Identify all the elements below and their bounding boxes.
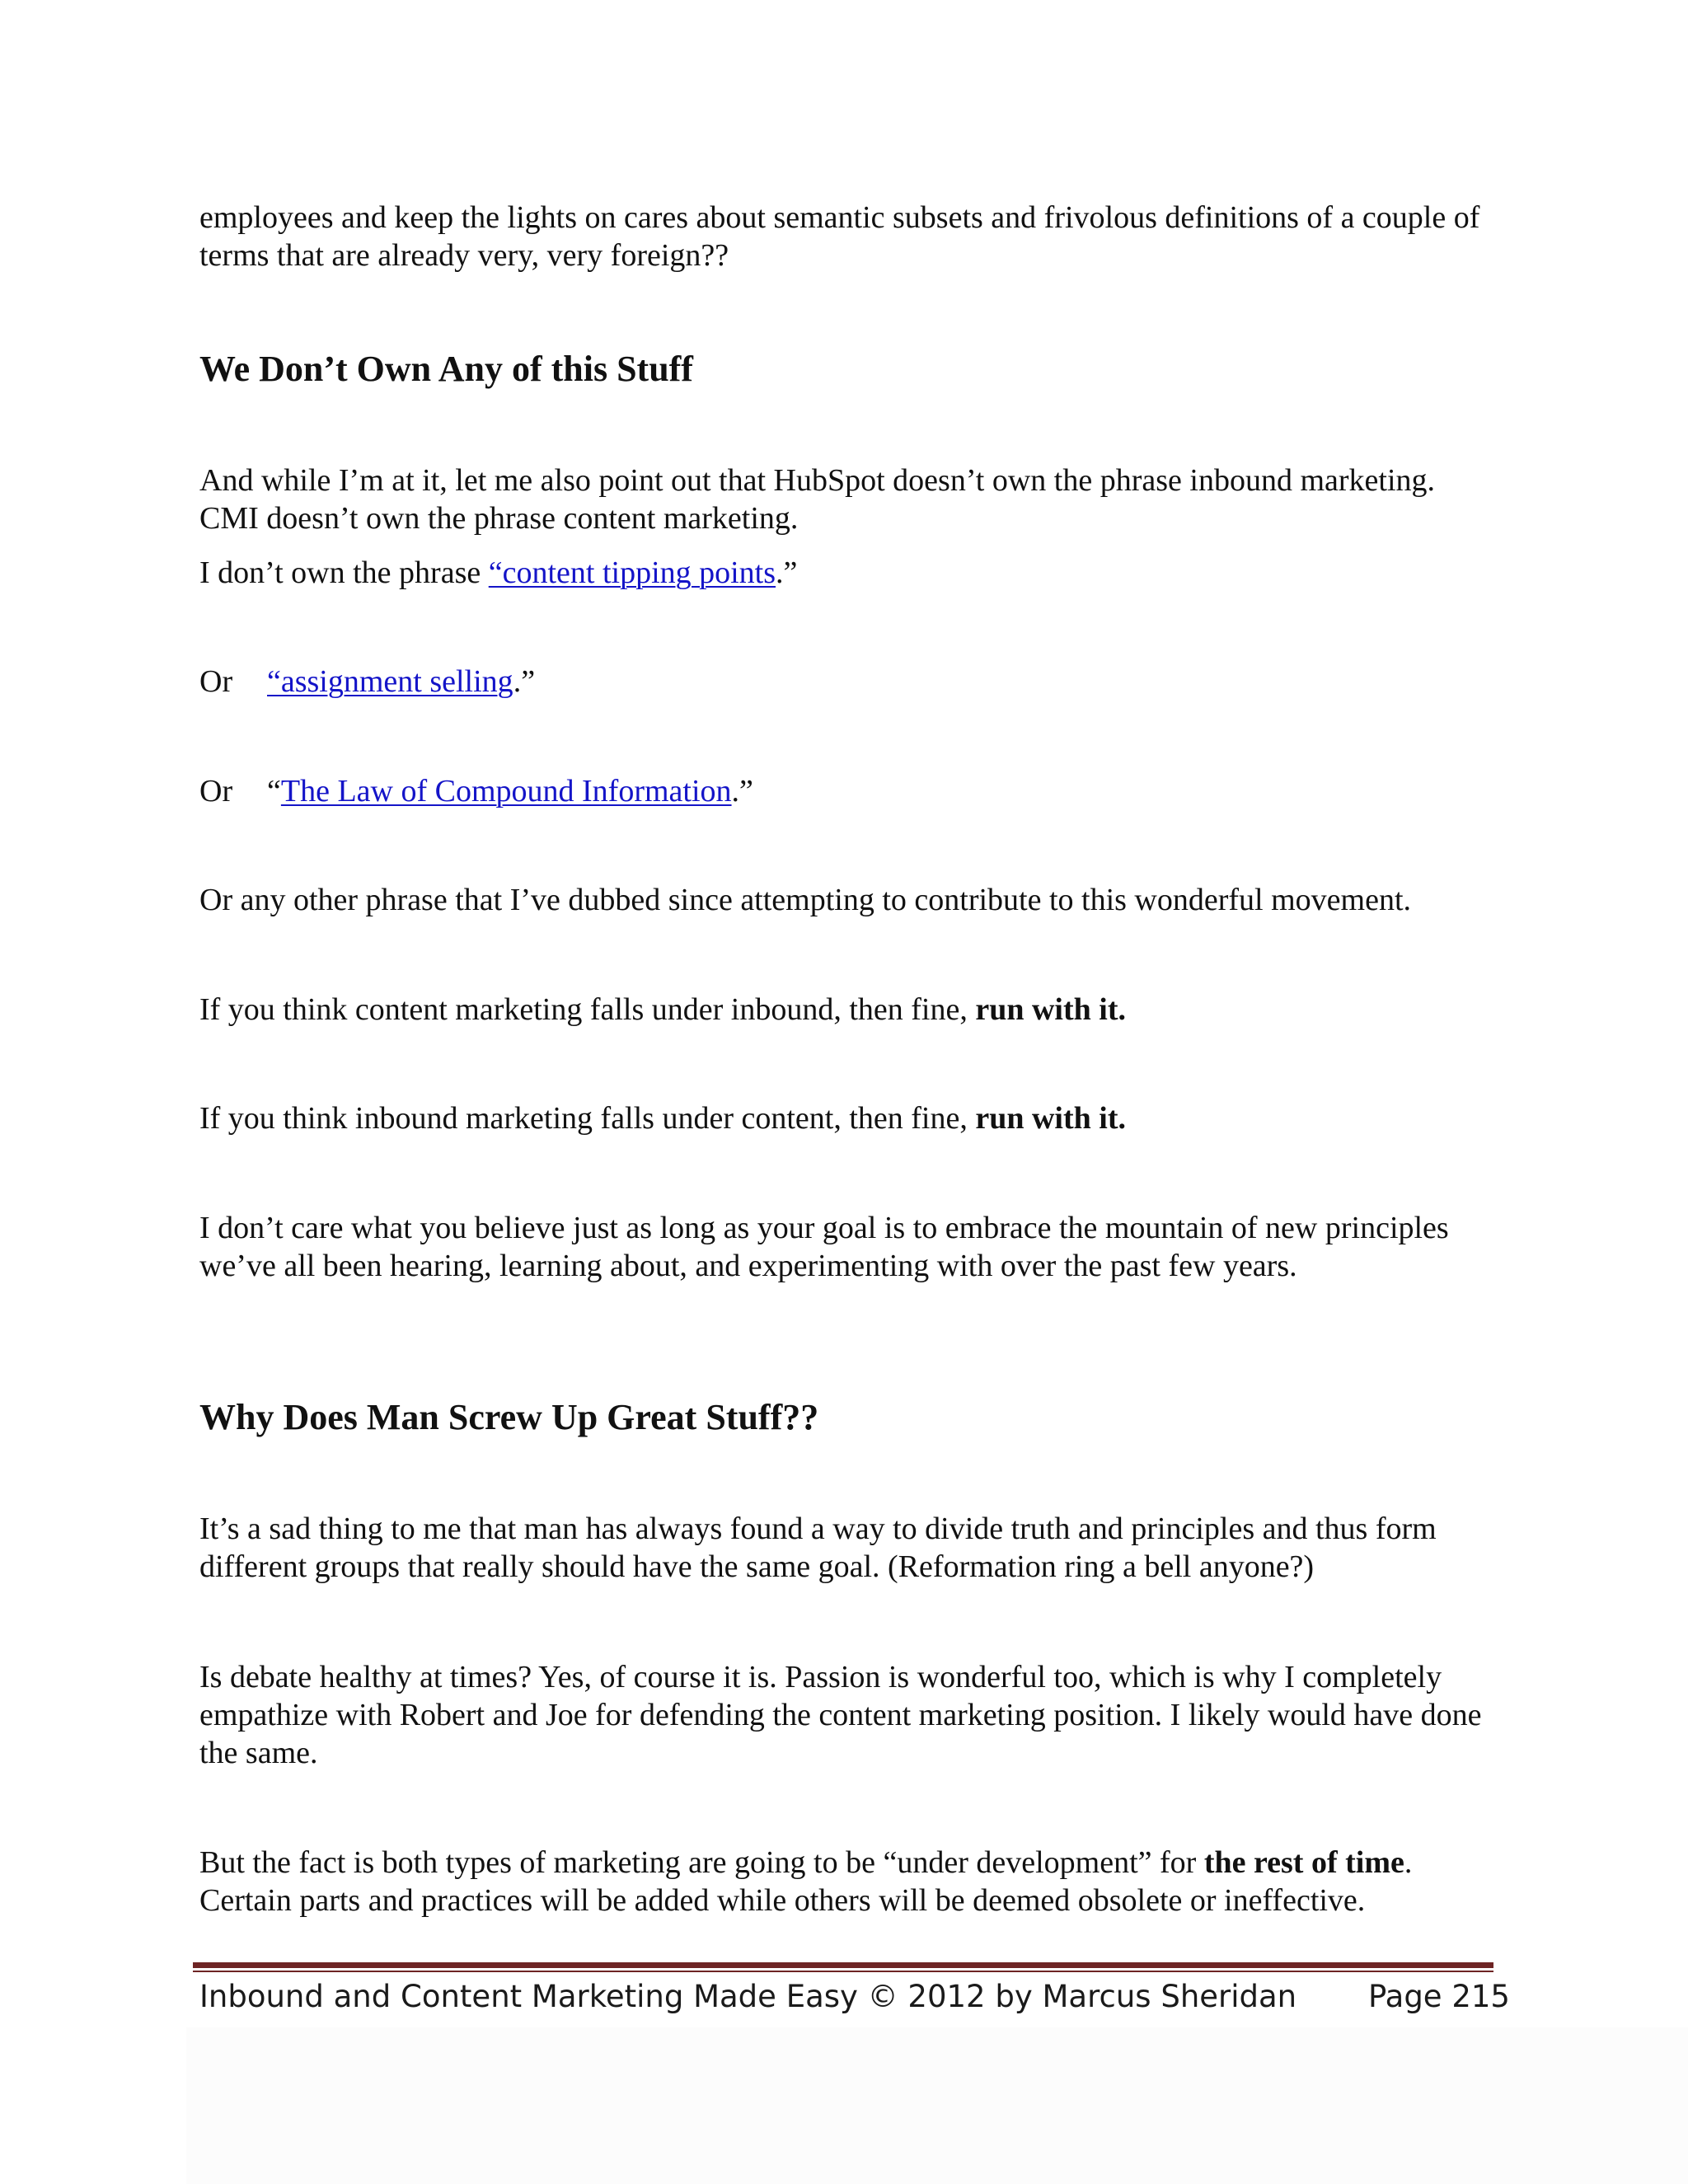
bold-text: run with it. xyxy=(975,1101,1126,1136)
paragraph-inbound-under-content xyxy=(199,1099,1502,1137)
paragraph-law-compound-information xyxy=(199,772,1502,810)
paragraph-assignment-selling xyxy=(199,663,1502,701)
paragraph-other-phrases: Or any other phrase that I’ve dubbed since attempting to contribute to this wonderful movement. xyxy=(199,883,1411,917)
text: .” xyxy=(776,555,798,590)
section-heading-man-screw-up: Why Does Man Screw Up Great Stuff?? xyxy=(199,1397,819,1437)
paragraph-divide-truth: It’s a sad thing to me that man has always found a way to divide truth and principles and thus form different groups that really should have the same goal. (Reformation ring a bell anyone?) xyxy=(199,1511,1437,1584)
paragraph-hubspot-cmi: And while I’m at it, let me also point out that HubSpot doesn’t own the phrase inbound marketing. CMI doesn’t own the phrase content marketing. xyxy=(199,463,1436,536)
footer-divider-thin xyxy=(193,1971,1493,1972)
text: If you think inbound marketing falls under content, then fine, xyxy=(199,1101,976,1136)
footer-book-title: Inbound and Content Marketing Made Easy © 2012 by Marcus Sheridan xyxy=(199,1979,1297,2014)
link-law-of-compound-information[interactable]: The Law of Compound Information xyxy=(280,774,732,808)
paragraph-embrace-principles: I don’t care what you believe just as long as your goal is to embrace the mountain of new principles we’ve all been hearing, learning about, and experimenting with over the past few years. xyxy=(199,1211,1449,1283)
text: .” xyxy=(513,664,536,699)
paragraph-continuation: employees and keep the lights on cares about semantic subsets and frivolous definitions of a couple of terms that are already very, very foreign?? xyxy=(199,200,1480,273)
footer-divider-thick xyxy=(193,1962,1493,1968)
or-label: Or xyxy=(199,774,233,808)
text: . Certain parts and practices will be added while others will be deemed obsolete or ineffective. xyxy=(199,1845,1413,1918)
page-number: Page 215 xyxy=(1368,1979,1510,2014)
text: I don’t own the phrase xyxy=(199,555,489,590)
text: .” xyxy=(731,774,753,808)
or-label: Or xyxy=(199,664,233,699)
footer-area xyxy=(186,2027,1688,2184)
text: “ xyxy=(267,774,281,808)
paragraph-under-development xyxy=(199,1844,1502,1919)
bold-text: run with it. xyxy=(975,992,1126,1027)
text: If you think content marketing falls under inbound, then fine, xyxy=(199,992,976,1027)
paragraph-debate-healthy: Is debate healthy at times? Yes, of course it is. Passion is wonderful too, which is why I completely empathize with Robert and Joe for defending the content marketing position. I likely would have done the same. xyxy=(199,1660,1482,1770)
text: But the fact is both types of marketing are going to be “under development” for xyxy=(199,1845,1204,1880)
paragraph-content-tipping-points xyxy=(199,554,1502,592)
link-content-tipping-points[interactable]: “content tipping points xyxy=(488,555,776,590)
paragraph-content-under-inbound xyxy=(199,991,1502,1029)
section-heading-ownership: We Don’t Own Any of this Stuff xyxy=(199,349,693,389)
bold-text: the rest of time xyxy=(1203,1845,1404,1880)
link-assignment-selling[interactable]: “assignment selling xyxy=(267,664,513,699)
